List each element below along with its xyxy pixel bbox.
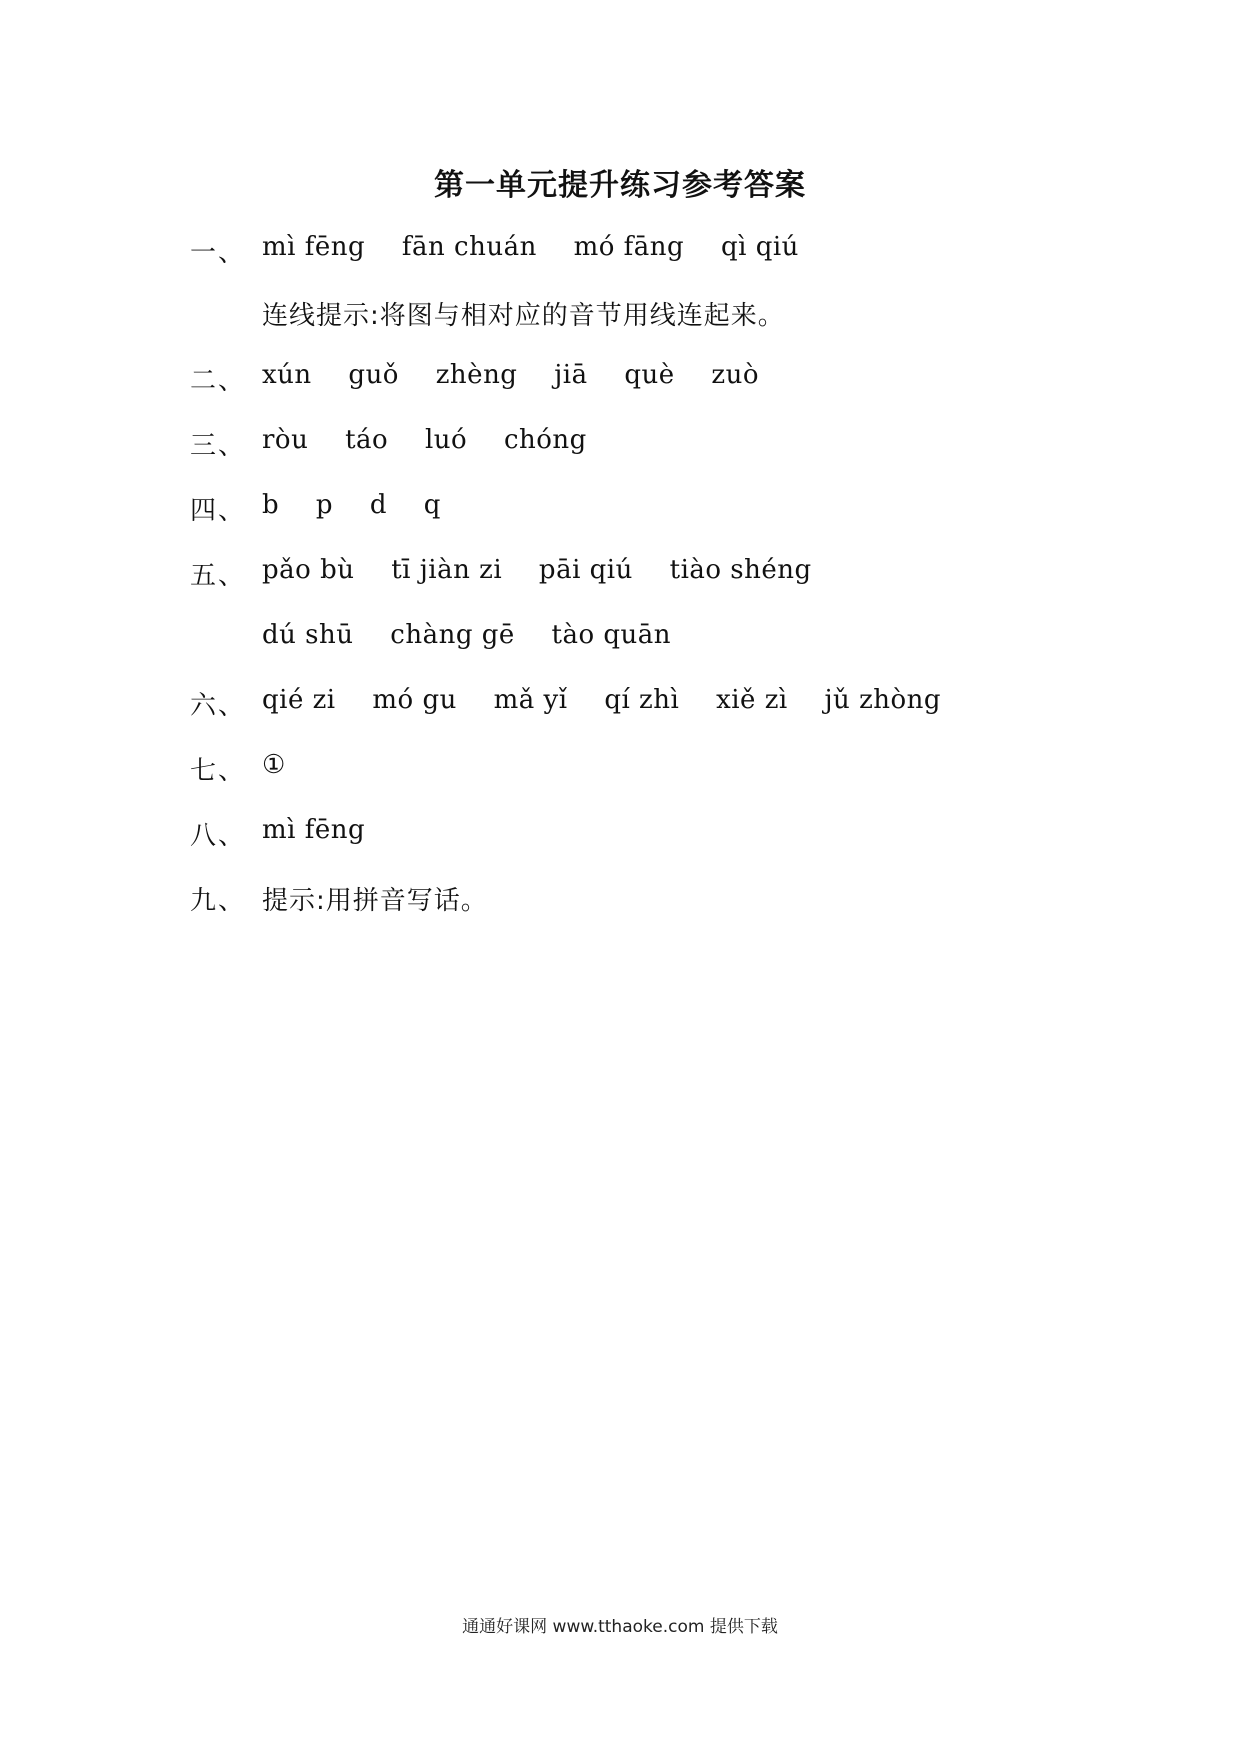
question-number: 九、 [190,886,247,916]
letter-answer: p [315,490,334,520]
pinyin-word: táo [345,425,389,455]
answer-content: 提示:用拼音写话。 [262,886,488,916]
pinyin-word: jiā [554,360,588,390]
letter-answer: b [262,490,280,520]
answer-content [262,232,799,262]
pinyin-word: chóng [503,425,587,455]
pinyin-word: qì qiú [720,232,799,262]
answer-content [262,685,941,715]
pinyin-word: mǎ yǐ [493,685,568,715]
pinyin-word: qié zi [262,685,336,715]
pinyin-word: chàng gē [390,620,515,650]
pinyin-word: pāi qiú [538,555,633,585]
pinyin-word: mó gu [372,685,457,715]
pinyin-word: tào quān [551,620,672,650]
answer-note: 连线提示:将图与相对应的音节用线连起来。 [262,301,785,331]
footer-credit: 通通好课网 www.tthaoke.com 提供下载 [462,1617,778,1637]
answer-content: mì fēng [262,815,366,845]
pinyin-word: què [624,360,675,390]
question-number: 一、 [190,238,247,268]
question-number: 四、 [190,496,247,526]
question-number: 二、 [190,366,247,396]
pinyin-word: tī jiàn zi [391,555,503,585]
pinyin-word: guǒ [348,360,399,390]
letter-answer: q [423,490,441,520]
pinyin-word: zuò [711,360,760,390]
letter-answer: d [369,490,387,520]
page-title: 第一单元提升练习参考答案 [434,168,806,203]
answer-content [262,360,759,390]
answer-content [262,555,812,585]
pinyin-word: dú shū [262,620,354,650]
question-number: 八、 [190,821,247,851]
pinyin-word: ròu [262,425,309,455]
answer-content [262,620,671,650]
pinyin-word: mó fāng [573,232,685,262]
question-number: 五、 [190,561,247,591]
answer-content [262,490,441,520]
pinyin-word: fān chuán [401,232,537,262]
pinyin-word: tiào shéng [669,555,812,585]
answer-content [262,425,587,455]
pinyin-word: zhèng [435,360,518,390]
pinyin-word: luó [424,425,468,455]
pinyin-word: pǎo bù [262,555,355,585]
pinyin-word: jǔ zhòng [824,685,942,715]
pinyin-word: xún [262,360,312,390]
question-number: 七、 [190,756,247,786]
question-number: 六、 [190,691,247,721]
pinyin-word: qí zhì [604,685,680,715]
answer-content: ① [262,750,286,780]
pinyin-word: mì fēng [262,232,366,262]
question-number: 三、 [190,431,247,461]
pinyin-word: xiě zì [716,685,788,715]
